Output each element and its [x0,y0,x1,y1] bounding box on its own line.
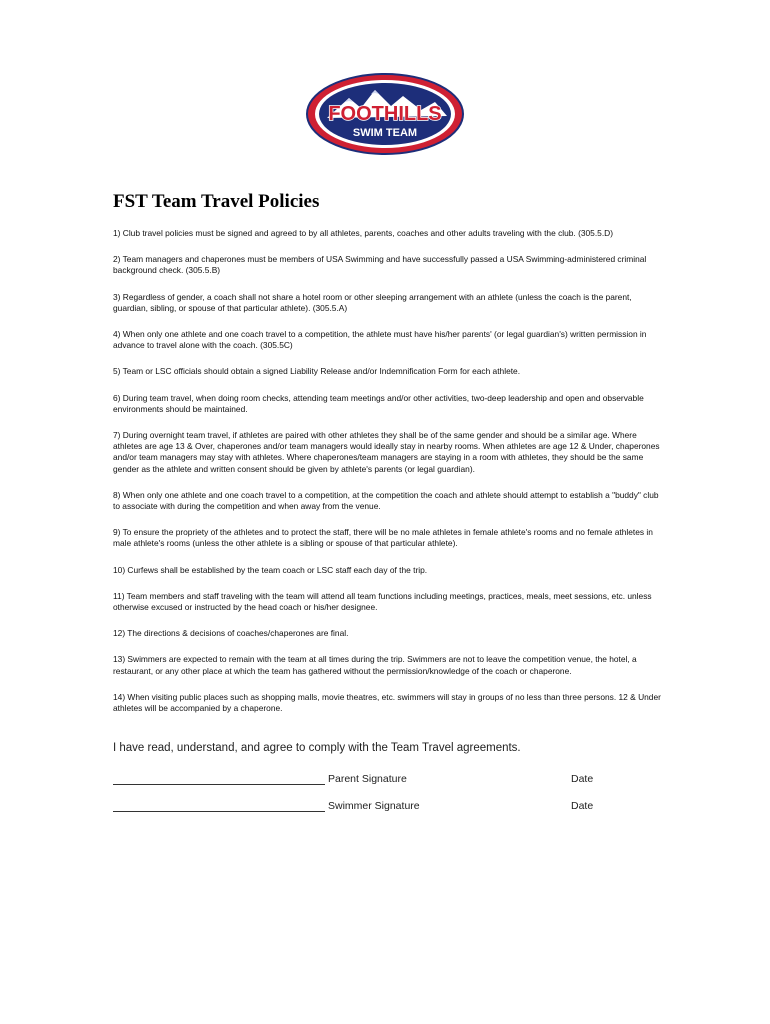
policy-item: 2) Team managers and chaperones must be members of USA Swimming and have successfully passed a USA Swimming-administered criminal background check. (305.5.B) [113,254,647,276]
policy-item: 7) During overnight team travel, if athletes are paired with other athletes they shall be of the same gender and should be a similar age. Where athletes are age 13 & Over, chaperones and/or team managers would ideally stay in nearby rooms. When athletes are age 12 & Under, chaperones and/or team managers may stay with athletes. Where chaperones/team managers are staying in a room with athletes, they should be the same gender as the athlete and written consent should be given by athlete's parents (or legal guardian). [113,430,660,474]
policy-item: 12) The directions & decisions of coaches/chaperones are final. [113,628,349,639]
policy-item: 6) During team travel, when doing room checks, attending team meetings and/or other activities, two-deep leadership and open and observable environments should be maintained. [113,392,644,414]
logo-graphic [305,72,465,156]
swimmer-signature-line[interactable] [113,811,325,812]
policy-item: 4) When only one athlete and one coach travel to a competition, the athlete must have his/her parents' (or legal guardian's) written permission in advance to travel alone with the coach. (305.5C) [113,329,647,351]
swimmer-signature-row [113,800,603,814]
policy-item: 13) Swimmers are expected to remain with the team at all times during the trip. Swimmers are not to leave the competition venue, the hotel, a restaurant, or any other place at which the team has gathered without the permission/knowledge of the coach or chaperone. [113,654,637,676]
parent-signature-label: Parent Signature [328,773,407,785]
policy-item: 14) When visiting public places such as shopping malls, movie theatres, etc. swimmers will stay in groups of no less than three persons. 12 & Under athletes will be accompanied by a chaperone. [113,691,661,714]
document-title: FST Team Travel Policies [113,191,320,212]
policy-list [113,228,661,729]
logo-text-line1: FOOTHILLS [328,103,442,125]
policy-item: 11) Team members and staff traveling with the team will attend all team functions including meetings, practices, meals, meet sessions, etc. unless otherwise excused or instructed by the head coach or his/her designee. [113,590,652,613]
parent-signature-row [113,773,603,787]
parent-signature-line[interactable] [113,784,325,785]
policy-item: 3) Regardless of gender, a coach shall not share a hotel room or other sleeping arrangement with an athlete (unless the coach is the parent, guardian, sibling, or spouse of that particular athlete). (305.5.A) [113,291,632,313]
policy-item: 9) To ensure the propriety of the athletes and to protect the staff, there will be no male athletes in female athlete's rooms and no female athletes in male athlete's rooms (unless the other athlete is a sibling or spouse of that particular athlete). [113,527,653,549]
foothills-swim-team-logo [305,72,465,156]
policy-item: 5) Team or LSC officials should obtain a signed Liability Release and/or Indemnification Form for each athlete. [113,366,521,377]
policy-item: 10) Curfews shall be established by the team coach or LSC staff each day of the trip. [113,564,428,575]
policy-item: 1) Club travel policies must be signed and agreed to by all athletes, parents, coaches and other adults traveling with the club. (305.5.D) [113,228,613,238]
policy-item: 8) When only one athlete and one coach travel to a competition, at the competition the coach and athlete should attempt to establish a "buddy" club to associate with during the competition and when away from the venue. [113,489,659,512]
agreement-statement: I have read, understand, and agree to comply with the Team Travel agreements. [113,742,521,754]
parent-date-label: Date [571,773,594,785]
swimmer-date-label: Date [571,800,594,812]
logo-text-line2: SWIM TEAM [352,127,418,139]
swimmer-signature-label: Swimmer Signature [328,800,420,812]
